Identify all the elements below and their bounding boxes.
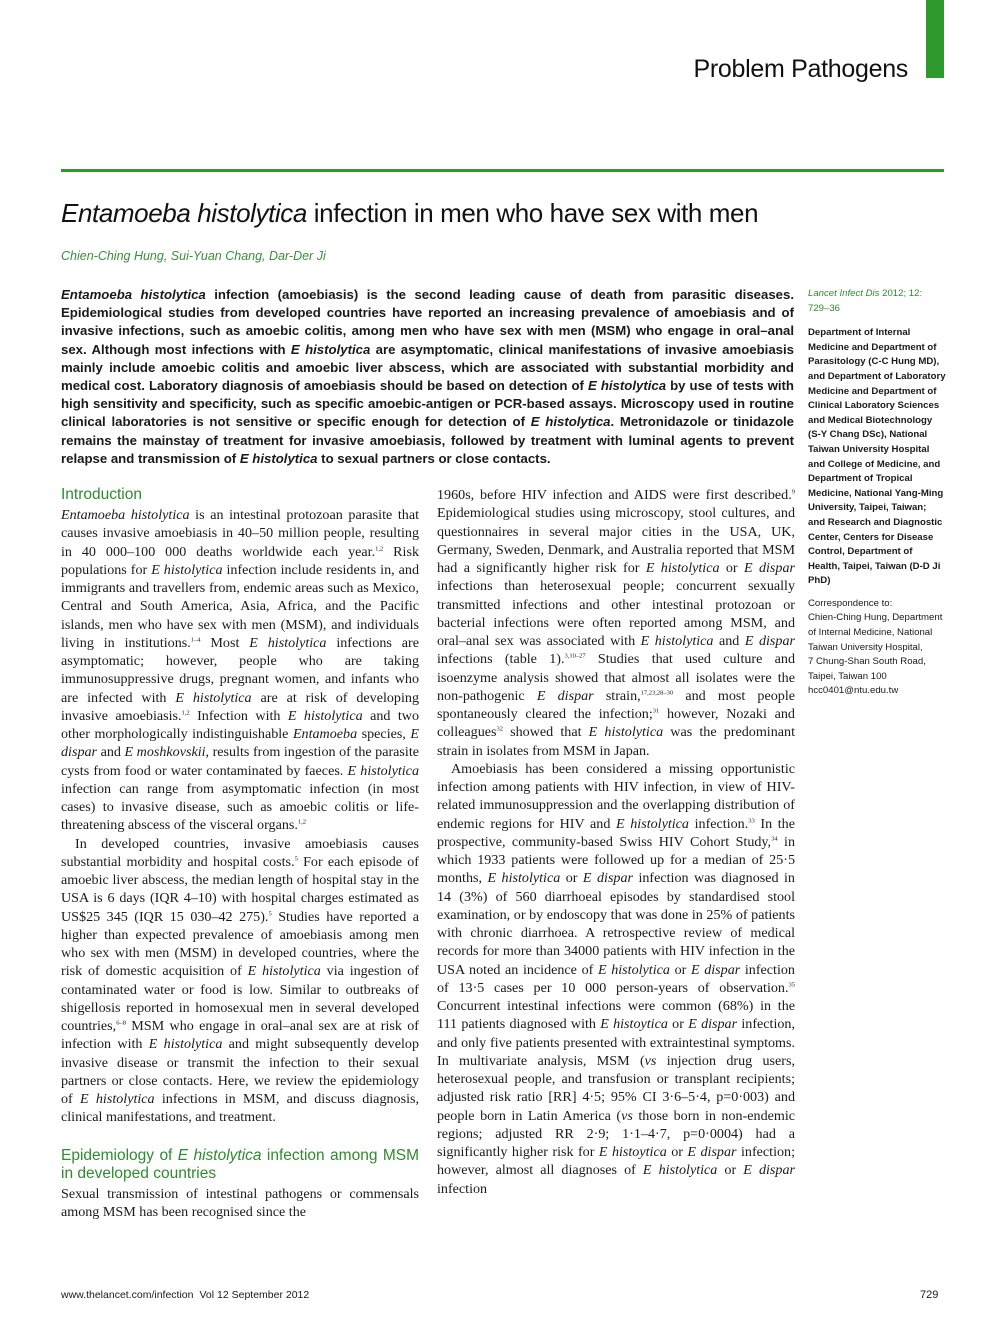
- correspondence-address: 7 Chung-Shan South Road, Taipei, Taiwan 100: [808, 656, 926, 682]
- section-accent-bar: [926, 0, 944, 78]
- paragraph: Amoebiasis has been considered a missing opportunistic infection among patients with HIV infection, in view of HIV-related immunosuppression and the overlapping distribution of endemic regions for HIV and E histolytica infection.$^{33}$ In the prospective, community-based Swiss HIV Cohort Study,$^{34}$ in which 1933 patients were followed up for a median of 25·5 months, E histolytica or E dispar infection was diagnosed in 14 (3%) of 560 diarrhoeal episodes by standardised stool examination, or by endoscopy that was done in 25% of patients with chronic diarrhoea. A retrospective review of medical records for more than 34000 patients with HIV infection in the USA noted an incidence of E histolytica or E dispar infection of 13·5 cases per 10 000 person-years of observation.$^{35}$ Concurrent intestinal infections were common (68%) in the 111 patients diagnosed with E histoytica or E dispar infection, and only five patients presented with extraintestinal symptoms. In multivariate analysis, MSM (vs injection drug users, heterosexual people, and transfusion or transplant recipients; adjusted risk ratio [RR] 4·5; 95% CI 3·6–5·4, p=0·003) and people born in Latin America (vs those born in non-endemic regions; adjusted RR 2·9; 1·1–4·7, p=0·0004) had a significantly higher risk for E histoytica or E dispar infection; however, almost all diagnoses of E histolytica or E dispar infection: [437, 760, 796, 1197]
- correspondence: [808, 597, 946, 699]
- heading-introduction: Introduction: [61, 486, 142, 503]
- paragraph: Sexual transmission of intestinal pathogens or commensals among MSM has been recognised since the: [61, 1185, 419, 1220]
- correspondence-name: Chien-Ching Hung, Department of Internal Medicine, National Taiwan University Hospital,: [808, 612, 943, 653]
- sidebar: [808, 287, 946, 699]
- title-species: Entamoeba histolytica: [61, 198, 307, 228]
- abstract: Entamoeba histolytica infection (amoebiasis) is the second leading cause of death from parasitic diseases. Epidemiological studies from developed countries have reported an increasing prevalence of amoebiasis and of invasive infections, such as amoebic colitis, among men who have sex with men (MSM) who engage in oral–anal sex. Although most infections with E histolytica are asymptomatic, clinical manifestations of invasive amoebiasis mainly include amoebic colitis and amoebic liver abscess, which are associated with substantial morbidity and medical cost. Laboratory diagnosis of amoebiasis should be based on detection of E histolytica by use of tests with high sensitivity and specificity, such as specific amoebic-antigen or PCR-based assays. Microscopy used in routine clinical laboratories is not sensitive or specific enough for detection of E histolytica. Metronidazole or tinidazole remains the mainstay of treatment for invasive amoebiasis, followed by treatment with luminal agents to prevent relapse and transmission of E histolytica to sexual partners or close contacts.: [61, 287, 794, 466]
- body-column-middle: [437, 486, 795, 1198]
- header-rule: [61, 169, 944, 172]
- page-number: 729: [920, 1289, 939, 1301]
- correspondence-email[interactable]: hcc0401@ntu.edu.tw: [808, 685, 899, 697]
- paragraph: Entamoeba histolytica is an intestinal protozoan parasite that causes invasive amoebiasis in 40–50 million people, resulting in 40 000–100 000 deaths worldwide each year.$^{1,2}$ Risk populations for E histolytica infection include residents in, and immigrants and travellers from, endemic areas such as Mexico, Central and South America, Asia, Africa, and the Pacific islands, men who have sex with men (MSM), and individuals living in institutions.$^{1-4}$ Most E histolytica infections are asymptomatic; however, people who are taking immunosuppressive drugs, pregnant women, and infants who are infected with E histolytica are at risk of developing invasive amoebiasis.$^{1,2}$ Infection with E histolytica and two other morphologically indistinguishable Entamoeba species, E dispar and E moshkovskii, results from ingestion of the parasite cysts from food or water contaminated by faeces. E histolytica infection can range from asymptomatic infection (in most cases) to invasive disease, such as amoebic colitis or life-threatening abscess of the visceral organs.$^{1,2}$: [61, 507, 420, 834]
- paragraph: 1960s, before HIV infection and AIDS were first described.$^9$ Epidemiological studies using microscopy, stool cultures, and questionnaires in several major cities in the USA, UK, Germany, Sweden, Denmark, and Australia reported that MSM had a significantly higher risk for E histolytica or E dispar infections than heterosexual people; concurrent sexually transmitted infections and other intestinal protozoan or bacterial infections were often reported among MSM, and oral–anal sex was associated with E histolytica and E dispar infections (table 1).$^{3,10-27}$ Studies that used culture and isoenzyme analysis showed that almost all isolates were the non-pathogenic E dispar strain,$^{17,23,28-30}$ and most people spontaneously cleared the infection;$^{31}$ however, Nozaki and colleagues$^{32}$ showed that E histolytica was the predominant strain in isolates from MSM in Japan.: [437, 487, 795, 759]
- body-column-left: [61, 486, 419, 1221]
- footer-url[interactable]: www.thelancet.com/infection: [61, 1289, 194, 1301]
- correspondence-label: Correspondence to:: [808, 597, 893, 609]
- footer-volume: Vol 12 September 2012: [199, 1289, 310, 1301]
- paragraph: In developed countries, invasive amoebiasis causes substantial morbidity and hospital costs.$^5$ For each episode of amoebic liver abscess, the median length of hospital stay in the USA is 6 days (IQR 4–10) with hospital charges estimated as US$25 345 (IQR 15 030–42 275).$^5$ Studies have reported a higher than expected prevalence of amoebiasis among men who sex with men (MSM) in developed countries, where the risk of domestic acquisition of E histolytica via ingestion of contaminated water or food is low. Similar to outbreaks of shigellosis reported in homosexual men in several developed countries,$^{6-8}$ MSM who engage in oral–anal sex are at risk of infection with E histolytica and might subsequently develop invasive disease or transmit the infection to their sexual partners or close contacts. Here, we review the epidemiology of E histolytica infections in MSM, and discuss diagnosis, clinical manifestations, and treatment.: [61, 835, 419, 1126]
- title-rest: infection in men who have sex with men: [306, 198, 759, 228]
- footer-source: [61, 1289, 309, 1301]
- heading-epidemiology: Epidemiology of E histolytica infection among MSM in developed countries: [61, 1146, 419, 1182]
- section-label: Problem Pathogens: [693, 55, 908, 83]
- article-title: [61, 198, 921, 229]
- citation[interactable]: Lancet Infect Dis 2012; 12: 729–36: [808, 288, 923, 314]
- author-list[interactable]: Chien-Ching Hung, Sui-Yuan Chang, Dar-Der Ji: [61, 249, 326, 263]
- affiliations: Department of Internal Medicine and Department of Parasitology (C-C Hung MD), and Department of Laboratory Medicine and Department of Clinical Laboratory Sciences and Medical Biotechnology (S-Y Chang DSc), National Taiwan University Hospital and College of Medicine, and Department of Tropical Medicine, National Yang-Ming University, Taipei, Taiwan; and Research and Diagnostic Center, Centers for Disease Control, Department of Health, Taipei, Taiwan (D-D Ji PhD): [808, 327, 946, 587]
